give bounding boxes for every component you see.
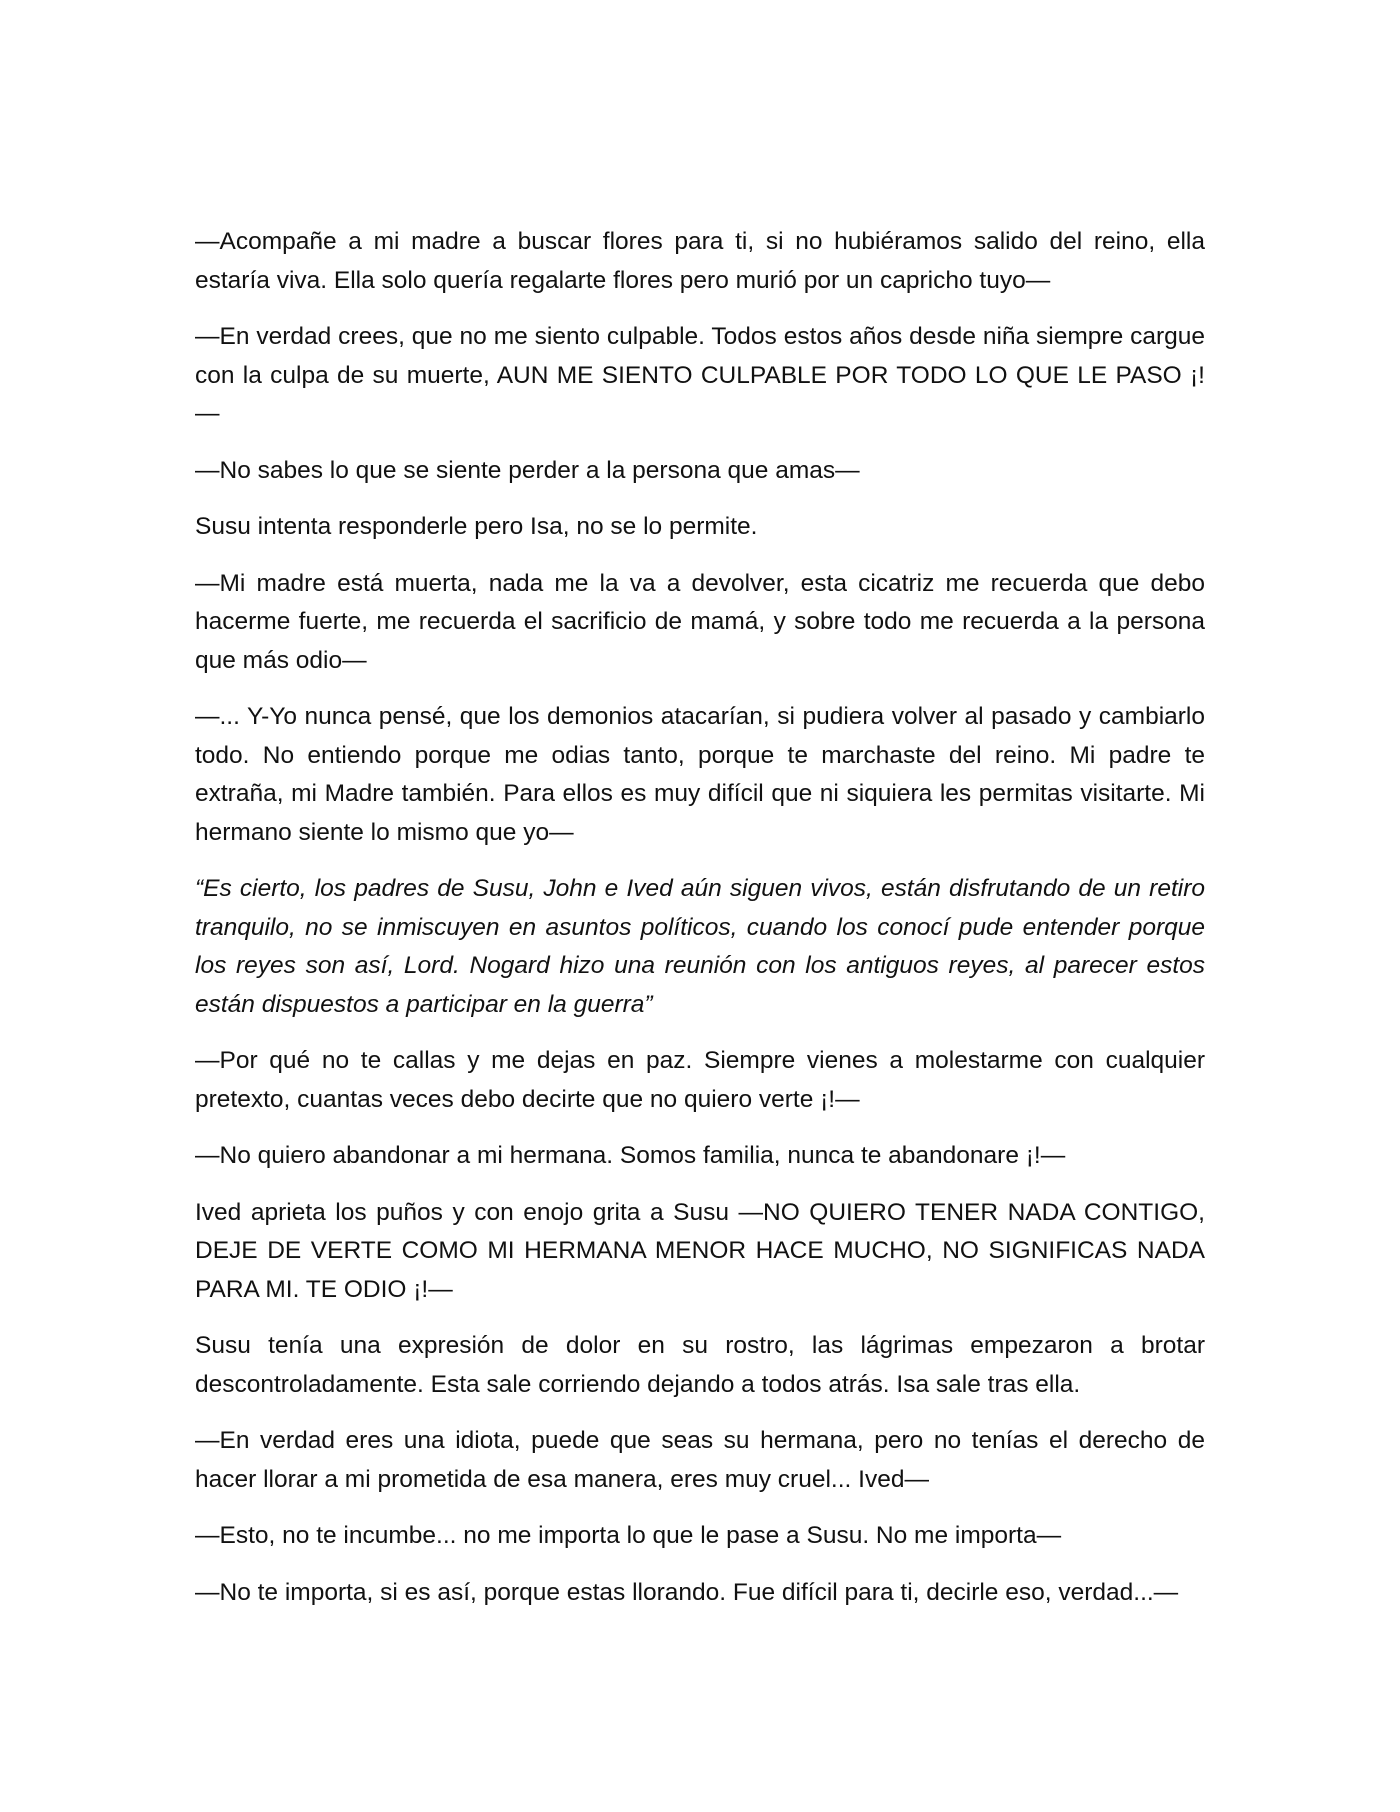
paragraph: —No quiero abandonar a mi hermana. Somos familia, nunca te abandonare ¡!— [195, 1142, 1066, 1169]
paragraph: —... Y-Yo nunca pensé, que los demonios atacarían, si pudiera volver al pasado y cambiarlo todo. No entiendo porque me odias tanto, porque te marchaste del reino. Mi padre te extraña, mi Madre también. Para ellos es muy difícil que ni siquiera les permitas visitarte. Mi hermano siente lo mismo que yo— [195, 703, 1205, 846]
paragraph: Susu intenta responderle pero Isa, no se lo permite. [195, 513, 758, 540]
paragraph: —Acompañe a mi madre a buscar flores para ti, si no hubiéramos salido del reino, ella estaría viva. Ella solo quería regalarte flores pero murió por un capricho tuyo— [195, 228, 1205, 294]
paragraph: —No te importa, si es así, porque estas llorando. Fue difícil para ti, decirle eso, verdad...— [195, 1578, 1179, 1606]
paragraph: —En verdad eres una idiota, puede que seas su hermana, pero no tenías el derecho de hacer llorar a mi prometida de esa manera, eres muy cruel... Ived— [195, 1427, 1205, 1493]
document-page [195, 223, 1205, 1630]
paragraph: —En verdad crees, que no me siento culpable. Todos estos años desde niña siempre cargue con la culpa de su muerte, AUN ME SIENTO CULPABLE POR TODO LO QUE LE PASO ¡!— [195, 323, 1205, 427]
paragraph: —No sabes lo que se siente perder a la persona que amas— [195, 456, 860, 484]
paragraph: —Esto, no te incumbe... no me importa lo que le pase a Susu. No me importa— [195, 1522, 1062, 1549]
italic-paragraph: “Es cierto, los padres de Susu, John e Ived aún siguen vivos, están disfrutando de un retiro tranquilo, no se inmiscuyen en asuntos políticos, cuando los conocí pude entender porque los reyes son así, Lord. Nogard hizo una reunión con los antiguos reyes, al parecer estos están dispuestos a participar en la guerra” [195, 875, 1205, 1018]
paragraph: Susu tenía una expresión de dolor en su rostro, las lágrimas empezaron a brotar descontroladamente. Esta sale corriendo dejando a todos atrás. Isa sale tras ella. [195, 1332, 1205, 1398]
paragraph: —Por qué no te callas y me dejas en paz. Siempre vienes a molestarme con cualquier pretexto, cuantas veces debo decirte que no quiero verte ¡!— [195, 1047, 1205, 1113]
paragraph: —Mi madre está muerta, nada me la va a devolver, esta cicatriz me recuerda que debo hacerme fuerte, me recuerda el sacrificio de mamá, y sobre todo me recuerda a la persona que más odio— [195, 569, 1205, 674]
paragraph: Ived aprieta los puños y con enojo grita a Susu —NO QUIERO TENER NADA CONTIGO, DEJE DE VERTE COMO MI HERMANA MENOR HACE MUCHO, NO SIGNIFICAS NADA PARA MI. TE ODIO ¡!— [195, 1198, 1205, 1303]
